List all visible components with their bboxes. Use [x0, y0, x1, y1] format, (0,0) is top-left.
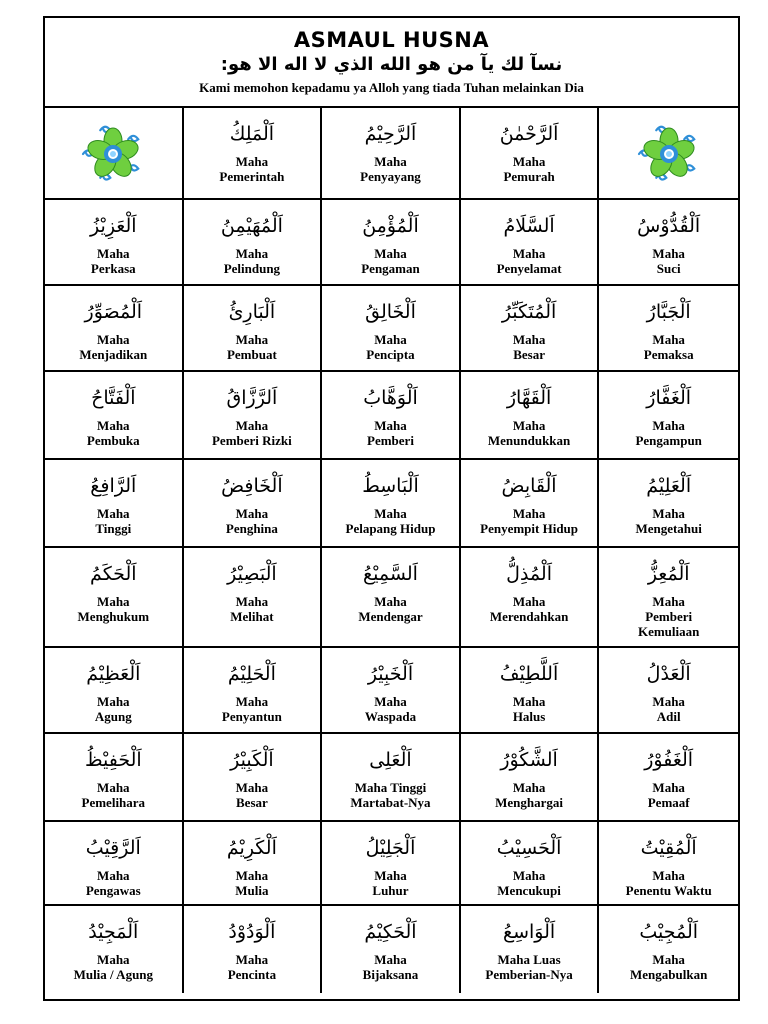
- name-meaning: Maha Pemaksa: [643, 332, 694, 362]
- name-cell: [184, 200, 323, 284]
- name-cell: [45, 108, 184, 198]
- name-meaning: Maha Menghargai: [495, 780, 564, 810]
- name-cell: [184, 822, 323, 904]
- name-meaning: Maha Suci: [652, 246, 685, 276]
- arabic-name: اَلْكَبِيْرُ: [230, 749, 274, 771]
- name-cell: [184, 734, 323, 820]
- arabic-name: اَلْعَظِيْمُ: [86, 663, 141, 685]
- name-cell: [184, 286, 323, 370]
- arabic-name: اَلْقَهَّارُ: [506, 387, 552, 409]
- name-cell: [599, 286, 738, 370]
- arabic-name: اَلْمَلِكُ: [229, 123, 275, 145]
- arabic-name: اَلْقُدُّوْسُ: [637, 215, 701, 237]
- name-cell: [45, 460, 184, 546]
- name-meaning: Maha Besar: [512, 332, 546, 362]
- arabic-name: اَلْوَهَّابُ: [363, 387, 418, 409]
- arabic-name: اَلْبَصِيْرُ: [227, 563, 277, 585]
- name-cell: [184, 906, 323, 993]
- arabic-name: اَلْمُقِيْتُ: [640, 837, 697, 859]
- grid-row: [45, 648, 738, 734]
- name-cell: [461, 906, 600, 993]
- name-meaning: Maha Agung: [94, 694, 132, 724]
- arabic-name: اَلْمُصَوِّرُ: [84, 301, 143, 323]
- name-meaning: Maha Luhur: [372, 868, 409, 898]
- name-meaning: Maha Tinggi Martabat-Nya: [350, 780, 431, 810]
- grid-row: [45, 200, 738, 286]
- arabic-name: اَلسَّلَامُ: [503, 215, 555, 237]
- arabic-name: اَلْحَسِيْبُ: [496, 837, 562, 859]
- arabic-name: اَلْمُهَيْمِنُ: [220, 215, 283, 237]
- name-cell: [322, 548, 461, 646]
- arabic-name: اَلْمُتَكَبِّرُ: [501, 301, 557, 323]
- name-cell: [45, 734, 184, 820]
- arabic-name: اَلْعَلِى: [369, 749, 412, 771]
- arabic-name: اَلسَّمِيْعُ: [363, 563, 418, 585]
- name-cell: [599, 460, 738, 546]
- name-cell: [461, 734, 600, 820]
- arabic-name: اَلْخَبِيْرُ: [367, 663, 414, 685]
- flower-ornament-icon: [81, 122, 145, 186]
- name-cell: [322, 372, 461, 458]
- arabic-name: اَلْخَالِقُ: [365, 301, 416, 323]
- name-meaning: Maha Pengawas: [85, 868, 141, 898]
- name-meaning: Maha Pemberi Rizki: [211, 418, 292, 448]
- grid-row: [45, 906, 738, 993]
- arabic-name: اَلْغَفُوْرُ: [644, 749, 694, 771]
- name-cell: [599, 648, 738, 732]
- arabic-name: اَلْغَفَّارُ: [646, 387, 692, 409]
- name-meaning: Maha Merendahkan: [489, 594, 569, 624]
- name-meaning: Maha Penyelamat: [496, 246, 562, 276]
- asmaul-husna-sheet: [43, 16, 740, 1001]
- name-cell: [461, 460, 600, 546]
- name-meaning: Maha Perkasa: [90, 246, 136, 276]
- name-cell: [461, 372, 600, 458]
- name-meaning: Maha Halus: [512, 694, 546, 724]
- name-cell: [45, 906, 184, 993]
- arabic-name: اَلْوَاسِعُ: [502, 921, 556, 943]
- name-meaning: Maha Tinggi: [95, 506, 132, 536]
- name-meaning: Maha Waspada: [364, 694, 417, 724]
- page-title: ASMAUL HUSNA: [293, 28, 490, 52]
- name-cell: [322, 108, 461, 198]
- name-meaning: Maha Pengaman: [361, 246, 420, 276]
- name-meaning: Maha Penghina: [225, 506, 278, 536]
- name-meaning: Maha Mencukupi: [497, 868, 561, 898]
- name-meaning: Maha Pemberi: [367, 418, 414, 448]
- name-cell: [184, 108, 323, 198]
- name-cell: [599, 734, 738, 820]
- arabic-prayer: نسآ لك يآ من هو الله الذي لا اله الا هو:: [220, 54, 563, 75]
- name-meaning: Maha Pemberi Kemuliaan: [637, 594, 700, 639]
- name-cell: [184, 548, 323, 646]
- name-cell: [322, 822, 461, 904]
- arabic-name: اَلْمُجِيْبُ: [639, 921, 699, 943]
- flower-ornament-icon: [637, 122, 701, 186]
- name-cell: [599, 548, 738, 646]
- arabic-name: اَلْكَرِيْمُ: [226, 837, 277, 859]
- arabic-name: اَلرَّافِعُ: [90, 475, 137, 497]
- name-meaning: Maha Pemurah: [503, 154, 555, 184]
- name-meaning: Maha Mengabulkan: [630, 952, 708, 982]
- name-meaning: Maha Besar: [235, 780, 269, 810]
- grid-row: [45, 822, 738, 906]
- name-meaning: Maha Pemerintah: [219, 154, 285, 184]
- arabic-name: اَلْحَكِيْمُ: [364, 921, 417, 943]
- name-cell: [599, 108, 738, 198]
- name-cell: [184, 648, 323, 732]
- name-cell: [45, 648, 184, 732]
- arabic-name: اَللَّطِيْفُ: [499, 663, 559, 685]
- names-grid: [45, 108, 738, 993]
- arabic-name: اَلْعَدْلُ: [646, 663, 691, 685]
- grid-row: [45, 734, 738, 822]
- name-meaning: Maha Pembuka: [86, 418, 140, 448]
- name-meaning: Maha Mulia: [235, 868, 269, 898]
- grid-row: [45, 460, 738, 548]
- name-cell: [461, 108, 600, 198]
- arabic-name: اَلْحَفِيْظُ: [84, 749, 142, 771]
- name-cell: [184, 372, 323, 458]
- prayer-translation: Kami memohon kepadamu ya Alloh yang tiada Tuhan melainkan Dia: [199, 80, 584, 95]
- arabic-name: اَلْفَتَّاحُ: [91, 387, 136, 409]
- arabic-name: اَلْعَلِيْمُ: [646, 475, 692, 497]
- name-meaning: Maha Menundukkan: [487, 418, 571, 448]
- arabic-name: اَلْمَجِيْدُ: [88, 921, 139, 943]
- arabic-name: اَلْمُعِزُّ: [647, 563, 690, 585]
- name-cell: [45, 372, 184, 458]
- grid-row: [45, 108, 738, 200]
- arabic-name: اَلْمُؤْمِنُ: [362, 215, 419, 237]
- name-meaning: Maha Penyantun: [221, 694, 282, 724]
- name-meaning: Maha Melihat: [230, 594, 274, 624]
- name-cell: [461, 548, 600, 646]
- name-cell: [461, 648, 600, 732]
- arabic-name: اَلْبَاسِطُ: [362, 475, 419, 497]
- name-meaning: Maha Pelapang Hidup: [345, 506, 436, 536]
- name-meaning: Maha Pembuat: [226, 332, 277, 362]
- name-cell: [45, 200, 184, 284]
- name-meaning: Maha Pencipta: [366, 332, 415, 362]
- arabic-name: اَلْعَزِيْزُ: [90, 215, 137, 237]
- arabic-name: اَلْوَدُوْدُ: [228, 921, 276, 943]
- name-cell: [45, 286, 184, 370]
- name-meaning: Maha Pengampun: [635, 418, 702, 448]
- name-meaning: Maha Penyempit Hidup: [480, 506, 579, 536]
- name-cell: [599, 906, 738, 993]
- arabic-name: اَلْحَلِيْمُ: [227, 663, 276, 685]
- name-cell: [461, 200, 600, 284]
- name-meaning: Maha Pelindung: [223, 246, 281, 276]
- arabic-name: اَلشَّكُوْرُ: [500, 749, 558, 771]
- name-cell: [322, 286, 461, 370]
- name-cell: [45, 822, 184, 904]
- grid-row: [45, 372, 738, 460]
- arabic-name: اَلْحَكَمُ: [90, 563, 137, 585]
- arabic-name: اَلْجَبَّارُ: [646, 301, 691, 323]
- grid-row: [45, 286, 738, 372]
- arabic-name: اَلْخَافِضُ: [221, 475, 283, 497]
- name-meaning: Maha Penentu Waktu: [625, 868, 712, 898]
- name-meaning: Maha Mulia / Agung: [73, 952, 154, 982]
- name-meaning: Maha Pemelihara: [81, 780, 146, 810]
- name-cell: [599, 200, 738, 284]
- name-meaning: Maha Menghukum: [77, 594, 150, 624]
- arabic-name: اَلْمُذِلُّ: [506, 563, 552, 585]
- arabic-name: اَلرَّحِيْمُ: [364, 123, 417, 145]
- name-meaning: Maha Luas Pemberian-Nya: [485, 952, 573, 982]
- header: [45, 18, 738, 108]
- name-cell: [461, 822, 600, 904]
- arabic-name: اَلرَّزَّاقُ: [226, 387, 278, 409]
- arabic-name: اَلْجَلِيْلُ: [365, 837, 416, 859]
- name-cell: [322, 648, 461, 732]
- name-meaning: Maha Menjadikan: [79, 332, 148, 362]
- name-cell: [45, 548, 184, 646]
- arabic-name: اَلْقَابِضُ: [501, 475, 557, 497]
- name-cell: [322, 460, 461, 546]
- name-meaning: Maha Mengetahui: [635, 506, 702, 536]
- arabic-name: اَلْبَارِئُ: [228, 301, 276, 323]
- arabic-name: اَلرَّقِيْبُ: [85, 837, 141, 859]
- name-meaning: Maha Bijaksana: [362, 952, 419, 982]
- name-cell: [184, 460, 323, 546]
- name-cell: [322, 200, 461, 284]
- name-meaning: Maha Penyayang: [360, 154, 421, 184]
- name-meaning: Maha Adil: [652, 694, 685, 724]
- name-meaning: Maha Mendengar: [358, 594, 423, 624]
- name-cell: [322, 906, 461, 993]
- name-meaning: Maha Pencinta: [227, 952, 277, 982]
- grid-row: [45, 548, 738, 648]
- name-cell: [599, 372, 738, 458]
- name-cell: [322, 734, 461, 820]
- arabic-name: اَلرَّحْمٰنُ: [499, 123, 559, 145]
- name-cell: [461, 286, 600, 370]
- name-meaning: Maha Pemaaf: [647, 780, 690, 810]
- name-cell: [599, 822, 738, 904]
